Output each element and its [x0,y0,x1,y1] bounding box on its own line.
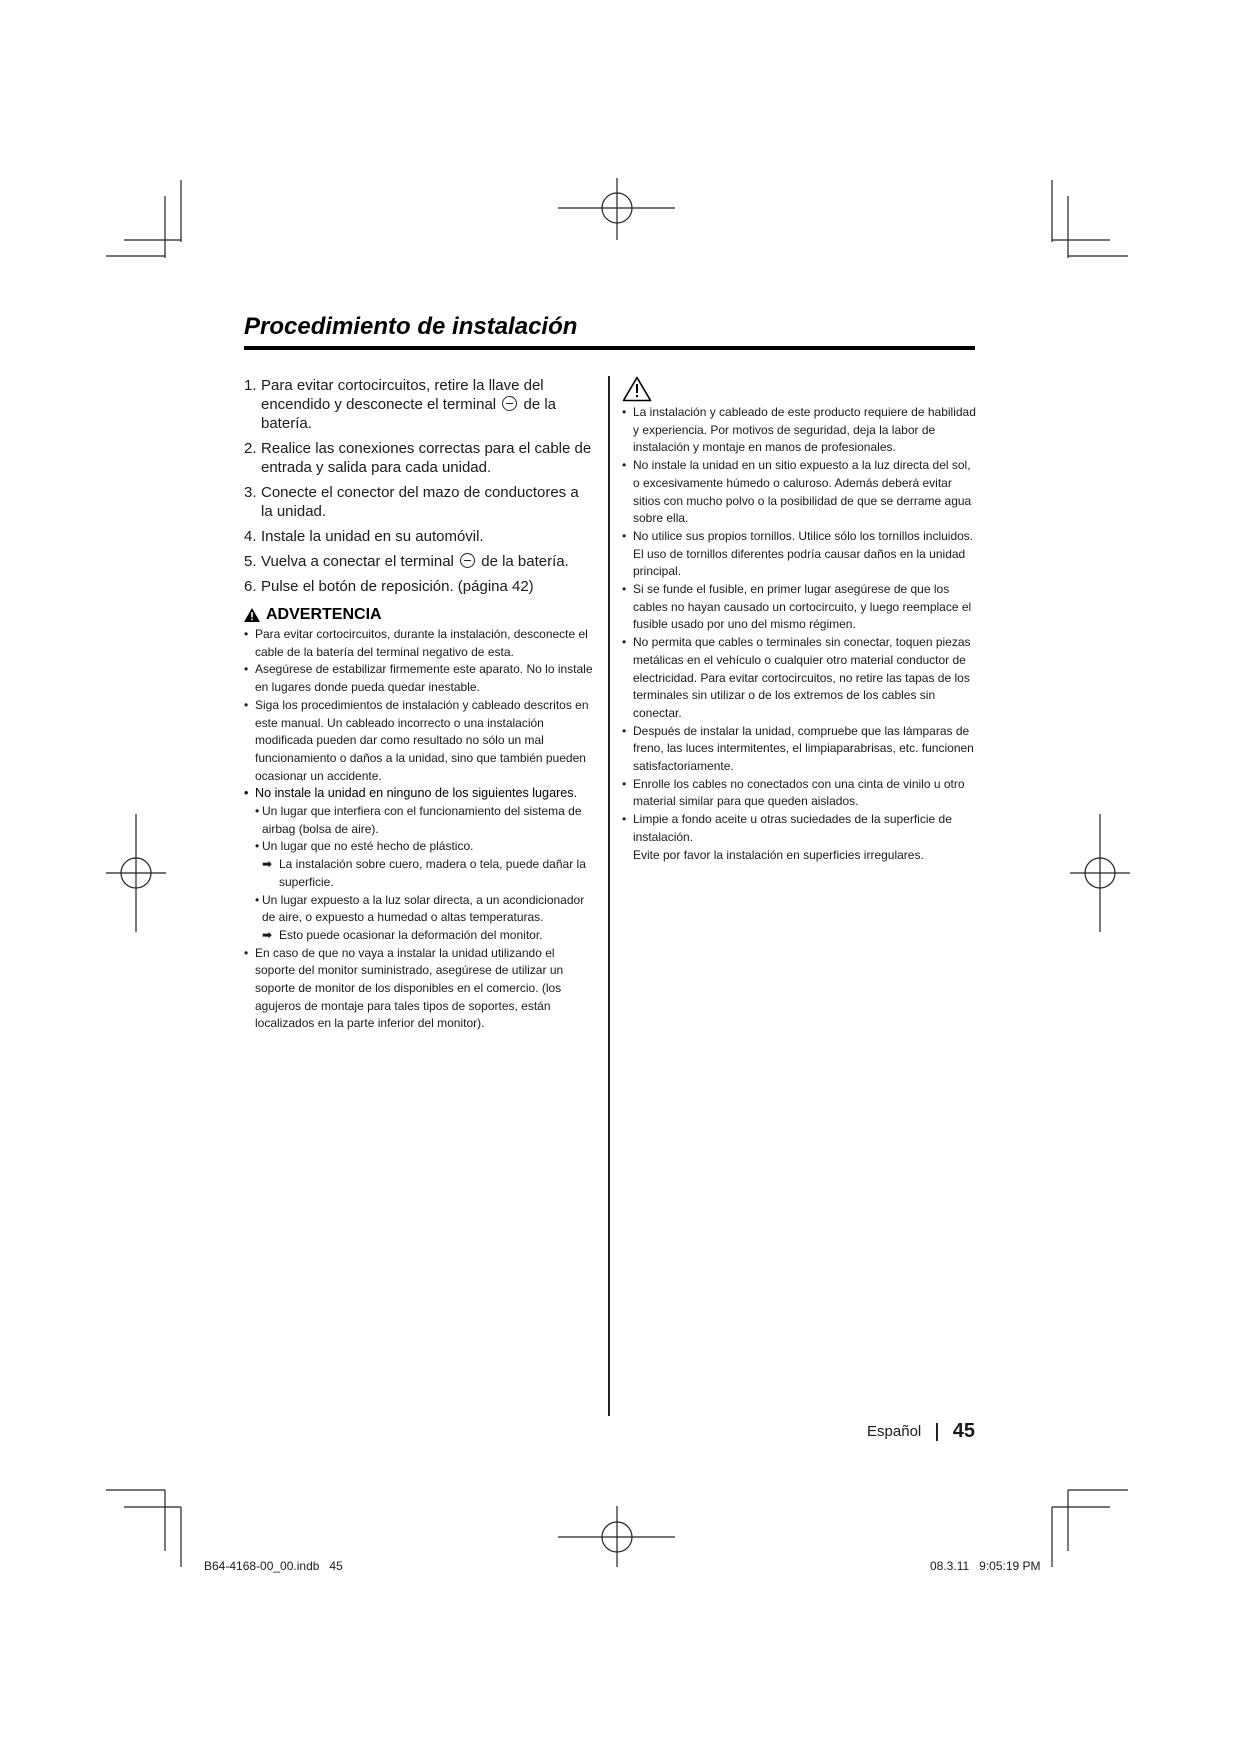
minus-circle-icon [502,396,517,411]
place-text: Un lugar que no esté hecho de plástico. [262,839,474,854]
step-text: Vuelva a conectar el terminal [261,553,454,570]
caution-item [622,811,976,864]
warning-item: • Para evitar cortocircuitos, durante la instalación, desconecte el cable de la batería del terminal negativo de esta. [244,626,594,661]
left-column [244,376,594,1033]
file-info: B64-4168-00_00.indb 45 [204,1559,343,1573]
step-number: 4. [244,528,257,545]
place-note [262,856,594,891]
step-text: de la batería. [481,553,569,570]
place-item [255,803,594,838]
step-text: Para evitar cortocircuitos, retire la llave del encendido y desconecte el terminal [261,377,544,413]
step-item [244,376,594,433]
step-text: Realice las conexiones correctas para el cable de entrada y salida para cada unidad. [261,440,592,476]
installation-steps [244,376,594,596]
step-number: 6. [244,578,257,595]
title-rule [244,346,975,350]
warning-item-places [244,785,594,944]
caution-item: • Después de instalar la unidad, compruebe que las lámparas de freno, las luces intermitentes, el limpiaparabrisas, etc. funcionen satisfactoriamente. [622,723,976,776]
place-note [262,927,594,945]
step-number: 1. [244,377,257,394]
step-item [244,552,594,571]
place-item [255,838,594,891]
step-number: 2. [244,440,257,457]
print-timestamp: 08.3.11 9:05:19 PM [930,1559,1041,1573]
right-column [622,376,976,864]
step-item [244,527,594,546]
step-number: 3. [244,484,257,501]
caution-item: • Si se funde el fusible, en primer lugar asegúrese de que los cables no hayan causado un cortocircuito, y luego reemplace el fusible usado por uno del mismo régimen. [622,581,976,634]
arrow-right-icon: ➡ [262,857,273,872]
place-text: Un lugar que interfiera con el funcionamiento del sistema de airbag (bolsa de aire). [262,804,582,836]
step-item [244,439,594,477]
warning-heading [244,606,594,624]
place-note-text: Esto puede ocasionar la deformación del monitor. [279,927,543,942]
warning-list [244,626,594,1033]
step-text: Instale la unidad en su automóvil. [261,528,484,545]
place-text: Un lugar expuesto a la luz solar directa, a un acondicionador de aire, o expuesto a humedad o altas temperaturas. [262,892,585,925]
warning-item: • Asegúrese de estabilizar firmemente este aparato. No lo instale en lugares donde pueda quedar inestable. [244,661,594,696]
caution-item-text: Limpie a fondo aceite u otras suciedades de la superficie de instalación. [633,812,952,844]
step-number: 5. [244,553,257,570]
warning-item-text: No instale la unidad en ninguno de los siguientes lugares. [255,786,578,801]
column-divider [608,376,610,1416]
caution-heading [622,376,976,402]
minus-circle-icon [460,553,475,568]
warning-item: • En caso de que no vaya a instalar la unidad utilizando el soporte del monitor suministrado, asegúrese de utilizar un soporte de monitor de los disponibles en el comercio. (los agujeros de montaje para tales tipos de soportes, están localizados en la parte inferior del monitor). [244,945,594,1034]
step-text: Pulse el botón de reposición. (página 42) [261,578,534,595]
place-note-text: La instalación sobre cuero, madera o tela, puede dañar la superficie. [279,857,586,889]
warning-item: • Siga los procedimientos de instalación y cableado descritos en este manual. Un cableado incorrecto o una instalación modificada pueden dar como resultado no sólo un mal funcionamiento o daños a la unidad, sino que también pueden ocasionar un accidente. [244,697,594,786]
caution-item: • No permita que cables o terminales sin conectar, toquen piezas metálicas en el vehículo o cualquier otro material conductor de electricidad. Para evitar cortocircuitos, no retire las tapas de los terminales sin utilizar o de los extremos de los cables sin conectar. [622,634,976,723]
place-item [255,892,594,945]
language-label: Español [867,1423,922,1440]
caution-triangle-icon [622,376,652,402]
page-number: 45 [952,1420,975,1442]
caution-item: • No instale la unidad en un sitio expuesto a la luz directa del sol, o excesivamente húmedo o caluroso. Además deberá evitar sitios con mucho polvo o la posibilidad de que se derrame agua sobre ella. [622,457,976,528]
warning-heading-text: ADVERTENCIA [266,606,382,623]
caution-item: • Enrolle los cables no conectados con una cinta de vinilo u otro material similar para que queden aislados. [622,776,976,811]
step-text: de la batería. [261,396,557,432]
step-item [244,483,594,521]
step-text: Conecte el conector del mazo de conductores a la unidad. [261,484,579,520]
places-list [255,803,594,945]
page-title: Procedimiento de instalación [244,313,578,340]
caution-list [622,404,976,864]
step-item [244,577,594,596]
caution-extra-text: Evite por favor la instalación en superficies irregulares. [633,847,924,862]
caution-item: • La instalación y cableado de este producto requiere de habilidad y experiencia. Por motivos de seguridad, deja la labor de instalación y montaje en manos de profesionales. [622,404,976,457]
caution-item: • No utilice sus propios tornillos. Utilice sólo los tornillos incluidos. El uso de tornillos diferentes podría causar daños en la unidad principal. [622,528,976,581]
arrow-right-icon: ➡ [262,927,273,942]
page-footer [867,1420,975,1443]
warning-triangle-icon [244,608,260,622]
footer-separator [936,1423,938,1441]
